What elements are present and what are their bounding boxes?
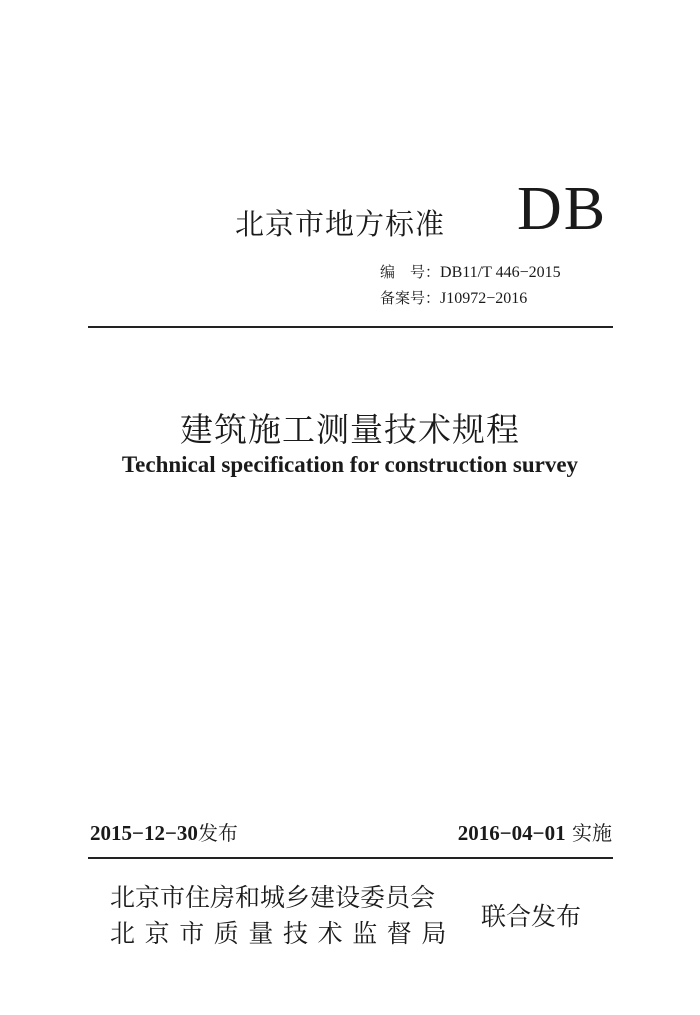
issue-date-line: [90, 817, 238, 846]
issuer-quality-bureau: 北京市质量技术监督局: [110, 919, 457, 948]
record-number-value: J10972−2016: [440, 290, 528, 307]
implement-date-line: [458, 817, 612, 846]
implement-label: 实施: [572, 821, 612, 845]
record-number-line: [380, 287, 527, 308]
implement-date: 2016−04−01: [457, 821, 566, 845]
document-title-english: Technical specification for construction survey: [121, 452, 579, 477]
standard-number-value: DB11/T 446−2015: [440, 264, 561, 281]
issuer-housing-commission: 北京市住房和城乡建设委员会: [110, 883, 436, 912]
standard-number-line: [380, 261, 561, 282]
standard-number-label: 编 号：: [380, 263, 441, 281]
issue-label: 发布: [197, 821, 238, 845]
record-number-label: 备案号：: [380, 289, 441, 307]
bottom-divider: [88, 857, 613, 859]
standard-type-heading: 北京市地方标准: [235, 207, 446, 241]
top-divider: [88, 326, 613, 328]
document-title-chinese: 建筑施工测量技术规程: [180, 410, 520, 449]
joint-issue-label: 联合发布: [481, 902, 582, 931]
issue-date: 2015−12−30: [90, 821, 198, 845]
db-standard-mark: DB: [517, 175, 608, 243]
